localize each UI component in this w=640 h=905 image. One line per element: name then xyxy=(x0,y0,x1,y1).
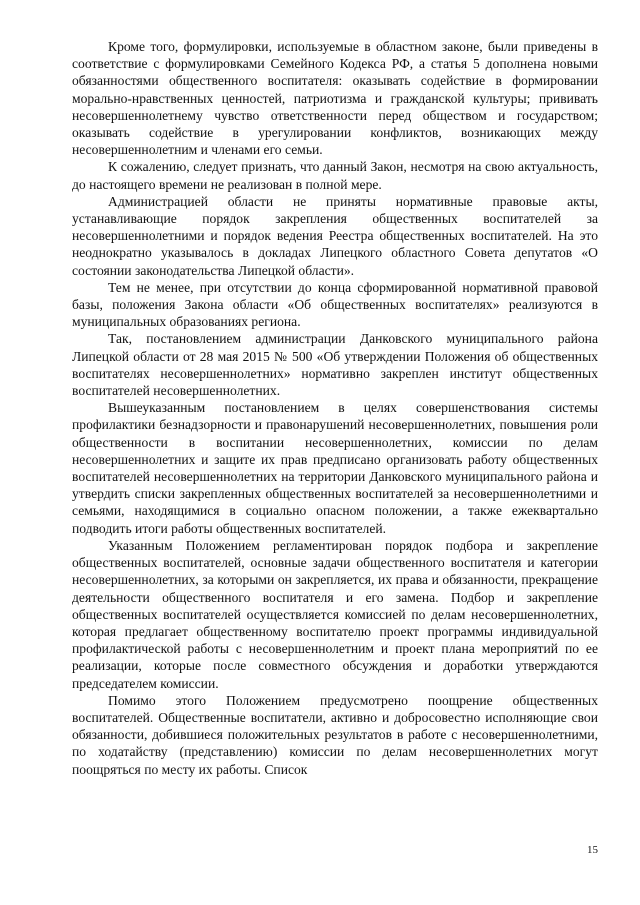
paragraph: Кроме того, формулировки, используемые в областном законе, были приведены в соответствие с формулировками Семейного Кодекса РФ, а статья 5 дополнена новыми обязанностями общественного воспитателя: оказывать содействие в формировании морально-нравственных ценностей, патриотизма и гражданской культуры; прививать несовершеннолетнему чувство ответственности перед обществом и государством; оказывать содействие в урегулировании конфликтов, возникающих между несовершеннолетним и членами его семьи. xyxy=(72,39,598,158)
paragraph: Так, постановлением администрации Данковского муниципального района Липецкой области от 28 мая 2015 № 500 «Об утверждении Положения об общественных воспитателях несовершеннолетних» нормативно закреплен институт общественных воспитателей несовершеннолетних. xyxy=(72,331,598,399)
body-text xyxy=(72,38,598,778)
paragraph: Тем не менее, при отсутствии до конца сформированной нормативной правовой базы, положения Закона области «Об общественных воспитателях» реализуются в муниципальных образованиях региона. xyxy=(72,279,598,330)
page-number: 15 xyxy=(587,844,598,856)
paragraph: Администрацией области не приняты нормативные правовые акты, устанавливающие порядок закрепления общественных воспитателей за несовершеннолетними и порядок ведения Реестра общественных воспитателей. На это неоднократно указывалось в докладах Липецкого областного Совета депутатов «О состоянии законодательства Липецкой области». xyxy=(72,193,598,278)
paragraph: Вышеуказанным постановлением в целях совершенствования системы профилактики безнадзорности и правонарушений несовершеннолетних, повышения роли общественности в воспитании несовершеннолетних, комиссии по делам несовершеннолетних и защите их прав предписано организовать работу общественных воспитателей несовершеннолетних на территории Данковского муниципального района и утвердить списки закрепленных общественных воспитателей за несовершеннолетними и семьями, находящимися в социально опасном положении, а также ежеквартально подводить итоги работы общественных воспитателей. xyxy=(72,400,598,536)
paragraph: Помимо этого Положением предусмотрено поощрение общественных воспитателей. Общественные воспитатели, активно и добросовестно исполняющие свои обязанности, добившиеся положительных результатов в работе с несовершеннолетними, по ходатайству (представлению) комиссии по делам несовершеннолетних могут поощряться по месту их работы. Список xyxy=(72,692,598,777)
paragraph: К сожалению, следует признать, что данный Закон, несмотря на свою актуальность, до настоящего времени не реализован в полной мере. xyxy=(72,159,598,192)
paragraph: Указанным Положением регламентирован порядок подбора и закрепление общественных воспитателей, основные задачи общественного воспитателя и категории несовершеннолетних, за которыми он закрепляется, их права и обязанности, прекращение деятельности общественного воспитателя и его замена. Подбор и закрепление общественных воспитателей осуществляется комиссией по делам несовершеннолетних, которая предлагает общественному воспитателю проект программы индивидуальной профилактической работы с несовершеннолетним и проект плана мероприятий по ее реализации, которые после совместного обсуждения и доработки утверждаются председателем комиссии. xyxy=(72,537,598,691)
